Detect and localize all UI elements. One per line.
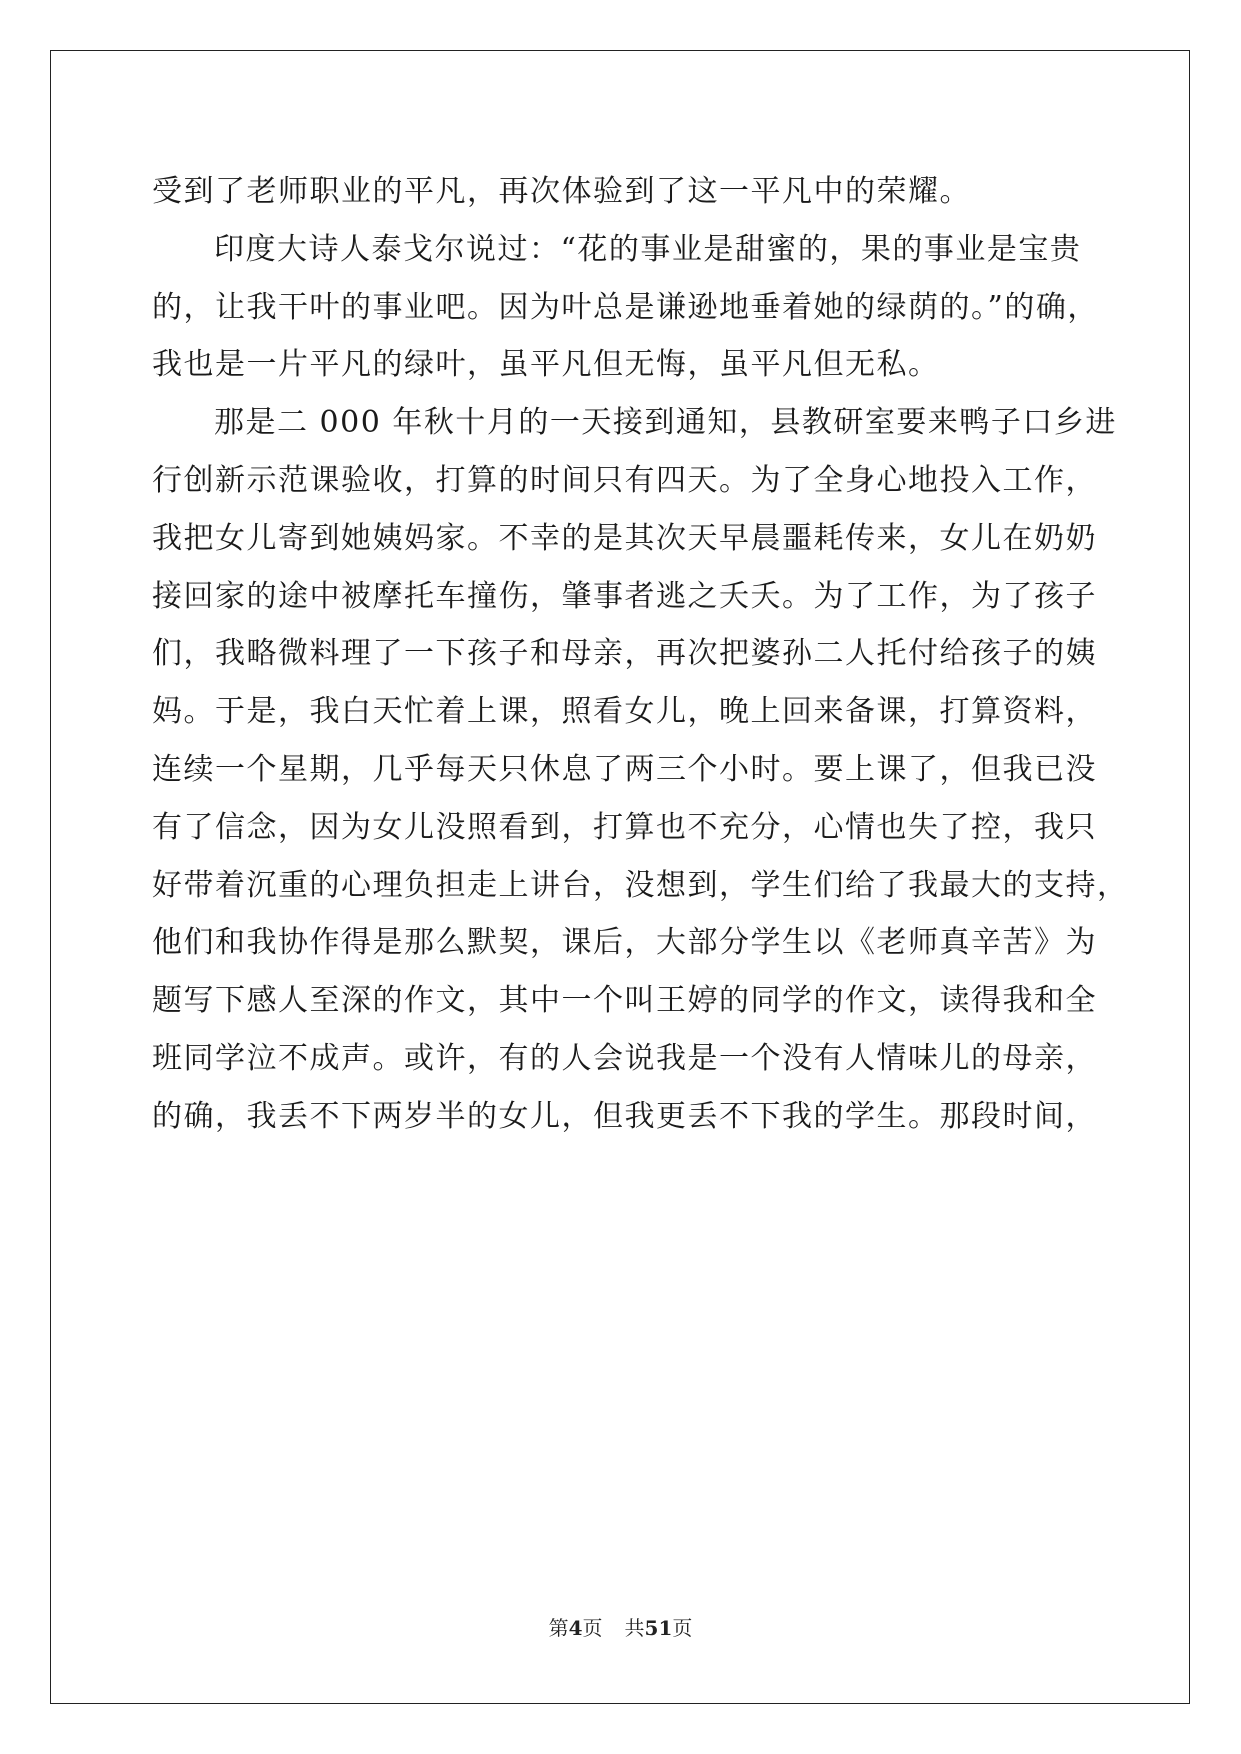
text-line-15: 题写下感人至深的作文，其中一个叫王婷的同学的作文，读得我和全 — [152, 983, 1097, 1019]
text-line-12: 有了信念，因为女儿没照看到，打算也不充分，心情也失了控，我只 — [152, 809, 1097, 845]
page-prefix: 第 — [548, 1616, 569, 1640]
page-number: 4 — [568, 1616, 583, 1640]
text-line-10: 妈。于是，我白天忙着上课，照看女儿，晚上回来备课，打算资料， — [152, 694, 1097, 730]
text-line-11: 连续一个星期，几乎每天只休息了两三个小时。要上课了，但我已没 — [152, 751, 1097, 787]
text-line-16: 班同学泣不成声。或许，有的人会说我是一个没有人情味儿的母亲， — [152, 1040, 1097, 1076]
text-line-6: 行创新示范课验收，打算的时间只有四天。为了全身心地投入工作， — [152, 462, 1097, 498]
text-line-17: 的确，我丢不下两岁半的女儿，但我更丢不下我的学生。那段时间， — [152, 1098, 1097, 1134]
text-line-7: 我把女儿寄到她姨妈家。不幸的是其次天早晨噩耗传来，女儿在奶奶 — [152, 520, 1097, 556]
text-line-8: 接回家的途中被摩托车撞伤，肇事者逃之夭夭。为了工作，为了孩子 — [152, 578, 1097, 614]
text-line-13: 好带着沉重的心理负担走上讲台，没想到，学生们给了我最大的支持， — [152, 867, 1129, 903]
total-pages: 51 — [644, 1616, 673, 1640]
text-line-2: 印度大诗人泰戈尔说过：“花的事业是甜蜜的，果的事业是宝贵 — [214, 231, 1082, 267]
page-suffix: 页 — [582, 1616, 603, 1640]
text-line-5: 那是二 000 年秋十月的一天接到通知，县教研室要来鸭子口乡进 — [214, 405, 1117, 441]
text-line-14: 他们和我协作得是那么默契，课后，大部分学生以《老师真辛苦》为 — [152, 925, 1097, 961]
page-footer — [0, 1612, 1241, 1641]
text-line-4: 我也是一片平凡的绿叶，虽平凡但无悔，虽平凡但无私。 — [152, 347, 940, 383]
body-text — [152, 163, 1129, 1146]
total-suffix: 页 — [672, 1616, 693, 1640]
text-line-3: 的，让我干叶的事业吧。因为叶总是谦逊地垂着她的绿荫的。”的确， — [152, 289, 1099, 325]
text-line-9: 们，我略微料理了一下孩子和母亲，再次把婆孙二人托付给孩子的姨 — [152, 636, 1097, 672]
total-prefix: 共 — [624, 1616, 645, 1640]
text-line-1: 受到了老师职业的平凡，再次体验到了这一平凡中的荣耀。 — [152, 174, 971, 209]
